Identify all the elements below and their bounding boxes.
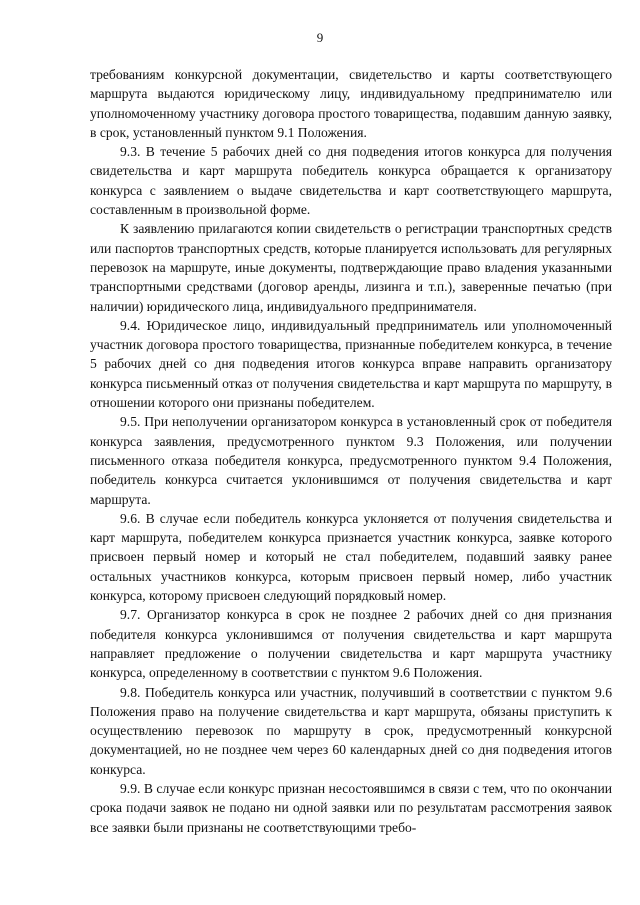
page-number: 9 (316, 30, 324, 45)
paragraph-9-6: 9.6. В случае если победитель конкурса уклоняется от получения свидетельства и карт маршрута, победителем конкурса признается участник конкурса, заявке которого присвоен первый номер и который не стал победителем, подавший заявку ранее остальных участников конкурса, которым присвоен первый номер, либо участник конкурса, которому присвоен следующий порядковый номер. (90, 510, 612, 604)
paragraph-9-9: 9.9. В случае если конкурс признан несостоявшимся в связи с тем, что по окончании срока подачи заявок не подано ни одной заявки или по результатам рассмотрения заявок все заявки были признаны не соответствующими требо- (90, 780, 612, 835)
paragraph-attachments: К заявлению прилагаются копии свидетельств о регистрации транспортных средств или паспортов транспортных средств, которые планируется использовать для регулярных перевозок на маршруте, иные документы, подтверждающие право владения указанными транспортными средствами (договор аренды, лизинга и т.п.), заверенные печатью (при наличии) юридического лица, индивидуального предпринимателя. (90, 221, 612, 314)
document-body (90, 65, 612, 837)
paragraph-9-3: 9.3. В течение 5 рабочих дней со дня подведения итогов конкурса для получения свидетельства и карт маршрута победитель конкурса обращается к организатору конкурса с заявлением о выдаче свидетельства и карт соответствующего маршрута, составленным в произвольной форме. (90, 144, 612, 218)
paragraph-9-8: 9.8. Победитель конкурса или участник, получивший в соответствии с пунктом 9.6 Положения право на получение свидетельства и карт маршрута, обязаны приступить к осуществлению перевозок по маршруту в срок, предусмотренный конкурсной документацией, но не позднее чем через 60 календарных дней со дня подведения итогов конкурса. (90, 684, 612, 777)
paragraph-9-7: 9.7. Организатор конкурса в срок не позднее 2 рабочих дней со дня признания победителя конкурса уклонившимся от получения свидетельства и карт маршрута направляет предложение о получении свидетельства и карт маршрута участнику конкурса, определенному в соответствии с пунктом 9.6 Положения. (90, 607, 612, 681)
paragraph-continuation: требованиям конкурсной документации, свидетельство и карты соответствующего маршрута выдаются юридическому лицу, индивидуальному предпринимателю или уполномоченному участнику договора простого товарищества, подавшим данную заявку, в срок, установленный пунктом 9.1 Положения. (90, 67, 612, 140)
paragraph-9-5: 9.5. При неполучении организатором конкурса в установленный срок от победителя конкурса заявления, предусмотренного пунктом 9.3 Положения, или получении письменного отказа победителя конкурса, предусмотренного пунктом 9.4 Положения, победитель конкурса считается уклонившимся от получения свидетельства и карт маршрута. (90, 414, 612, 507)
paragraph-9-4: 9.4. Юридическое лицо, индивидуальный предприниматель или уполномоченный участник договора простого товарищества, признанные победителем конкурса, в течение 5 рабочих дней со дня подведения итогов конкурса вправе направить организатору конкурса письменный отказ от получения свидетельства и карт маршрута по маршруту, в отношении которого они признаны победителем. (90, 317, 612, 411)
